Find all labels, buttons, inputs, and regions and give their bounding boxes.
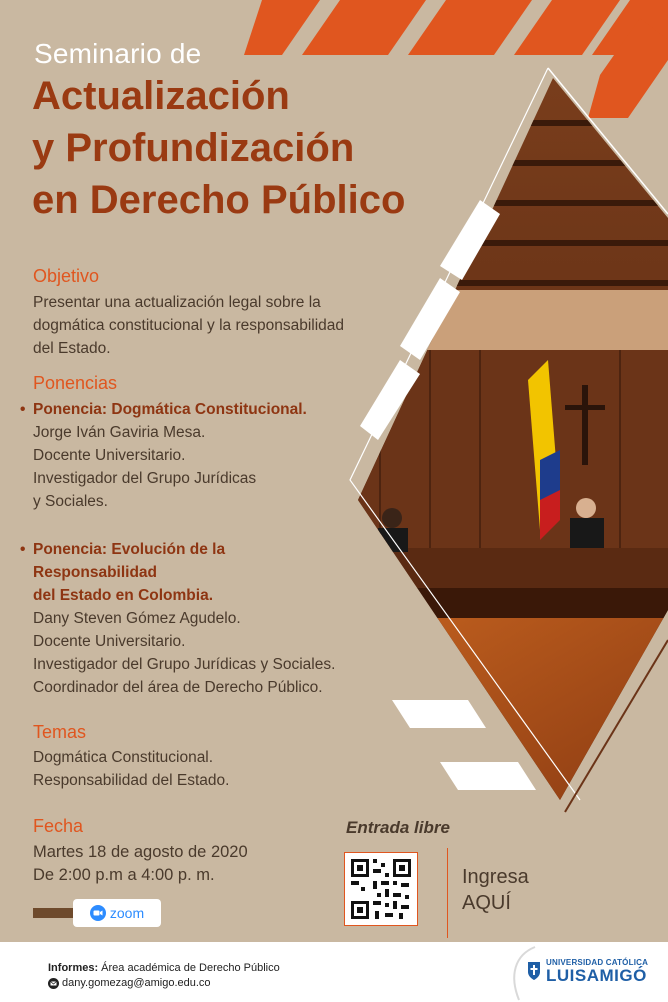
zoom-camera-icon bbox=[90, 905, 106, 921]
informes-label: Informes: bbox=[48, 962, 99, 974]
fecha-time: De 2:00 p.m a 4:00 p. m. bbox=[33, 866, 215, 884]
ponencia-title: del Estado en Colombia. bbox=[33, 587, 213, 604]
informes bbox=[48, 962, 280, 974]
ponencia-title: Ponencia: Dogmática Constitucional. bbox=[33, 401, 307, 418]
qr-code-icon bbox=[345, 853, 417, 925]
ingresa-aqui-link[interactable] bbox=[462, 864, 529, 916]
entrada-libre: Entrada libre bbox=[346, 818, 450, 837]
ingresa-line-1: Ingresa bbox=[462, 866, 529, 888]
fecha-body bbox=[33, 841, 248, 887]
informes-text: Área académica de Derecho Público bbox=[98, 962, 280, 974]
logo-main-text: LUISAMIGÓ bbox=[546, 966, 647, 985]
ponencia-detail: Docente Universitario. bbox=[33, 447, 186, 464]
bullet-icon: • bbox=[20, 541, 26, 558]
fecha-date: Martes 18 de agosto de 2020 bbox=[33, 843, 248, 861]
bullet-icon: • bbox=[20, 401, 26, 418]
temas-heading: Temas bbox=[33, 722, 87, 742]
university-crest-icon bbox=[526, 960, 542, 982]
ponencia-detail: Coordinador del área de Derecho Público. bbox=[33, 679, 323, 696]
ponencia-detail: Investigador del Grupo Jurídicas bbox=[33, 470, 257, 487]
ponencia-detail: Jorge Iván Gaviria Mesa. bbox=[33, 424, 206, 441]
objetivo-line: Presentar una actualización legal sobre la bbox=[33, 294, 321, 311]
zoom-badge[interactable] bbox=[73, 899, 161, 927]
logo-top-text: UNIVERSIDAD CATÓLICA bbox=[546, 958, 649, 967]
ponencia-detail: Investigador del Grupo Jurídicas y Sociales. bbox=[33, 656, 336, 673]
ponencia-detail: Docente Universitario. bbox=[33, 633, 186, 650]
objetivo-line: dogmática constitucional y la responsabilidad bbox=[33, 317, 345, 334]
ponencia-detail: y Sociales. bbox=[33, 493, 108, 510]
tema-item: Responsabilidad del Estado. bbox=[33, 772, 230, 789]
ponencia-title: Ponencia: Evolución de la bbox=[33, 541, 226, 558]
ponencia-title: Responsabilidad bbox=[33, 564, 158, 581]
university-logo bbox=[526, 958, 648, 984]
fecha-heading: Fecha bbox=[33, 816, 84, 836]
ponencia-detail: Dany Steven Gómez Agudelo. bbox=[33, 610, 241, 627]
objetivo-heading: Objetivo bbox=[33, 266, 100, 286]
ponencia-item-1 bbox=[20, 398, 307, 513]
email-row[interactable] bbox=[48, 977, 211, 989]
zoom-label: zoom bbox=[109, 905, 145, 921]
ponencias-heading: Ponencias bbox=[33, 373, 118, 393]
title-line-2: y Profundización bbox=[32, 126, 355, 170]
title-line-1: Actualización bbox=[32, 74, 290, 118]
title-subtitle: Seminario de bbox=[34, 38, 202, 69]
objetivo-body bbox=[33, 291, 344, 360]
email-address[interactable]: dany.gomezag@amigo.edu.co bbox=[62, 977, 211, 989]
ponencia-item-2 bbox=[20, 538, 336, 699]
objetivo-line: del Estado. bbox=[33, 340, 111, 357]
qr-code[interactable] bbox=[344, 852, 418, 926]
title-line-3: en Derecho Público bbox=[32, 178, 406, 222]
tema-item: Dogmática Constitucional. bbox=[33, 749, 214, 766]
email-icon bbox=[48, 978, 59, 989]
temas-body bbox=[33, 746, 229, 792]
ingresa-line-2: AQUÍ bbox=[462, 892, 511, 914]
zoom-bar bbox=[33, 908, 73, 918]
vertical-separator bbox=[447, 848, 448, 938]
